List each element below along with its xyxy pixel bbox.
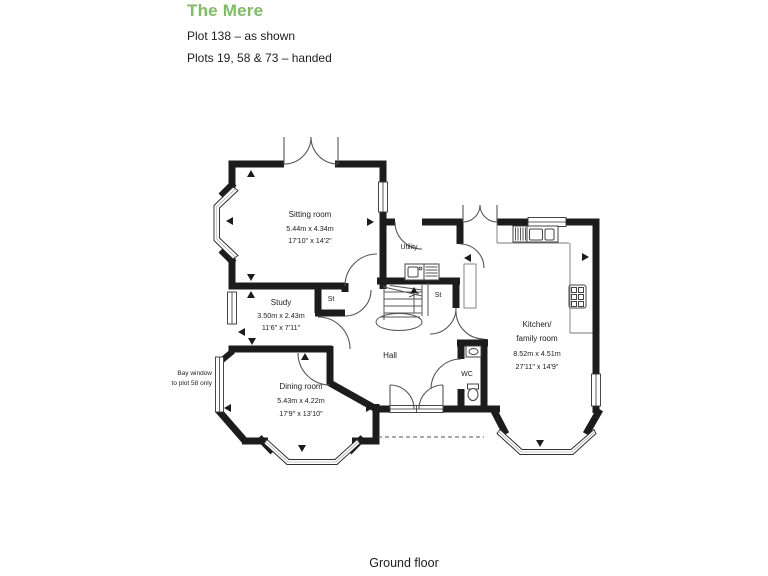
kitchen-family-room-label [513, 320, 561, 371]
svg-text:family room: family room [516, 334, 558, 343]
bay-window-note [138, 369, 212, 389]
study-label [257, 298, 305, 332]
store2-label: St [434, 292, 442, 299]
svg-text:Study: Study [270, 298, 292, 307]
wc-door [431, 359, 461, 389]
fixtures [405, 222, 593, 401]
toilet-icon [468, 384, 479, 401]
sitting-bay-window [214, 187, 238, 259]
page-title: The Mere [187, 1, 264, 20]
hall-rear-glazed-doors [390, 406, 443, 413]
store1-label: St [327, 296, 335, 303]
kitchen-door [456, 311, 484, 339]
kitchen-french-doors [463, 205, 497, 222]
svg-text:5.43m x 4.22m: 5.43m x 4.22m [277, 396, 325, 405]
svg-text:17'9" x 13'10": 17'9" x 13'10" [279, 409, 323, 418]
utility-sink-icon [405, 264, 424, 280]
svg-text:3.50m x 2.43m: 3.50m x 2.43m [257, 311, 305, 320]
doors [284, 137, 497, 409]
bay-window-note-line2: to plot 58 only [171, 380, 212, 387]
kitchen-right-window [592, 374, 601, 406]
svg-text:Kitchen/: Kitchen/ [522, 320, 552, 329]
kitchen-top-window [528, 218, 566, 227]
plot-as-shown-label: Plot 138 – as shown [187, 29, 296, 43]
dining-bay-window [264, 440, 360, 465]
store2-door [430, 308, 456, 334]
svg-text:11'6" x 7'11": 11'6" x 7'11" [261, 323, 301, 332]
plots-handed-label: Plots 19, 58 & 73 – handed [187, 51, 332, 65]
hob-icon [569, 285, 586, 308]
ground-floor-label: Ground floor [369, 556, 439, 570]
utility-label: Utility [400, 244, 418, 251]
sitting-room-door [345, 254, 377, 286]
stairs-icon [376, 283, 428, 331]
study-left-window [228, 292, 237, 324]
wc-basin-icon [466, 346, 481, 357]
hall-label: Hall [383, 351, 397, 360]
plot58-bay-window [216, 357, 224, 412]
svg-text:Dining room: Dining room [279, 382, 323, 391]
washer-icon [424, 264, 439, 280]
kitchen-bay-window [497, 430, 596, 455]
kitchen-sink-icon [513, 226, 558, 242]
bay-window-note-line1: Bay window [177, 370, 212, 377]
sitting-room-label [286, 210, 334, 245]
sitting-french-doors [284, 137, 338, 164]
svg-text:8.52m x 4.51m: 8.52m x 4.51m [513, 349, 561, 358]
store1-door [345, 290, 371, 316]
study-door [318, 317, 350, 349]
sitting-right-window [379, 182, 388, 212]
svg-text:Sitting room: Sitting room [288, 210, 332, 219]
dining-room-label [277, 382, 325, 418]
svg-text:17'10" x 14'2": 17'10" x 14'2" [288, 236, 332, 245]
svg-text:5.44m x 4.34m: 5.44m x 4.34m [286, 224, 334, 233]
svg-text:27'11" x 14'9": 27'11" x 14'9" [515, 362, 559, 371]
wc-label: WC [461, 371, 473, 378]
